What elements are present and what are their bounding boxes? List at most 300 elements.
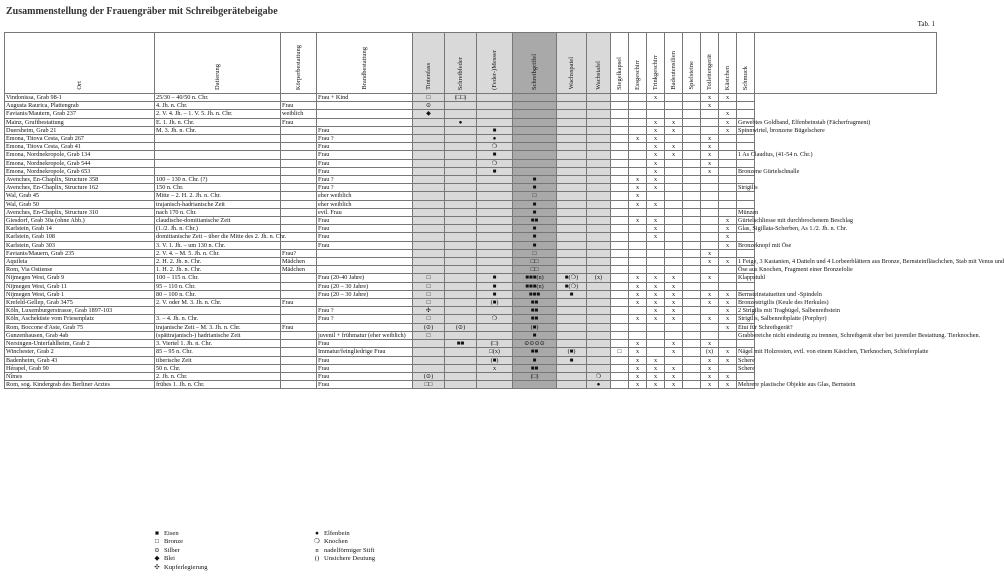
table-row: [5, 323, 937, 331]
site-cell: Köln, Ascheküste vom Friesenplatz: [5, 315, 155, 323]
table-cell: [413, 225, 445, 233]
table-cell: [445, 364, 477, 372]
table-title: Zusammenstellung der Frauengräber mit Schreibgerätebeigabe: [6, 6, 278, 17]
column-header: [701, 33, 719, 94]
table-cell: [683, 331, 701, 339]
table-cell: [281, 225, 317, 233]
legend-item: [150, 564, 208, 572]
table-cell: [647, 258, 665, 266]
table-cell: [719, 192, 737, 200]
table-cell: [281, 340, 317, 348]
table-cell: ■: [513, 208, 557, 216]
table-cell: [587, 192, 611, 200]
table-cell: (⊙): [413, 323, 445, 331]
table-cell: [737, 159, 755, 167]
table-cell: ■: [513, 184, 557, 192]
table-cell: [737, 200, 755, 208]
table-cell: [513, 159, 557, 167]
table-row: [5, 192, 937, 200]
table-row: [5, 299, 937, 307]
table-cell: [587, 135, 611, 143]
table-cell: [587, 118, 611, 126]
table-cell: [587, 176, 611, 184]
site-cell: Rom, Boccone d'Aste, Grab 75: [5, 323, 155, 331]
table-row: [5, 266, 937, 274]
column-header: [281, 33, 317, 94]
table-cell: [683, 184, 701, 192]
table-cell: Strigilis: [738, 184, 758, 192]
table-cell: [665, 258, 683, 266]
table-cell: x: [647, 176, 665, 184]
column-header-label: Badeutensilien: [670, 51, 677, 90]
table-cell: Frau (20 – 30 Jahre): [317, 282, 413, 290]
date-cell: 100 – 130 n. Chr. (?): [155, 176, 281, 184]
column-header-label: (Feder-)Messer: [491, 49, 498, 90]
table-cell: [557, 307, 587, 315]
table-cell: [281, 208, 317, 216]
table-cell: [701, 192, 719, 200]
column-header: [477, 33, 513, 94]
table-cell: [719, 208, 737, 216]
date-cell: E. 1. Jh. n. Chr.: [155, 118, 281, 126]
table-cell: [281, 307, 317, 315]
table-cell: [629, 167, 647, 175]
table-cell: Mädchen: [281, 266, 317, 274]
legend-symbol: ⊙: [154, 546, 160, 554]
table-cell: [683, 135, 701, 143]
table-cell: x: [647, 151, 665, 159]
table-cell: [445, 217, 477, 225]
table-cell: x: [629, 135, 647, 143]
table-cell: [683, 258, 701, 266]
legend-item: [310, 538, 375, 546]
date-cell: 80 – 100 n. Chr.: [155, 290, 281, 298]
table-cell: [477, 94, 513, 102]
table-cell: x: [701, 94, 719, 102]
table-cell: [477, 200, 513, 208]
legend-symbol: □: [155, 538, 159, 546]
table-cell: ■: [513, 356, 557, 364]
table-cell: ■■: [513, 217, 557, 225]
table-cell: [683, 118, 701, 126]
table-cell: [587, 290, 611, 298]
table-cell: ■: [513, 233, 557, 241]
table-cell: [611, 167, 629, 175]
date-cell: [155, 159, 281, 167]
legend-symbol: n: [315, 546, 319, 554]
table-cell: [647, 348, 665, 356]
table-cell: x: [719, 94, 737, 102]
table-cell: [557, 249, 587, 257]
table-cell: x: [629, 364, 647, 372]
table-cell: [281, 315, 317, 323]
table-cell: [587, 110, 611, 118]
table-cell: [587, 233, 611, 241]
site-cell: Krefeld-Gellep, Grab 3475: [5, 299, 155, 307]
table-row: [5, 151, 937, 159]
table-cell: (x): [587, 274, 611, 282]
table-cell: (□□): [445, 94, 477, 102]
date-cell: 150 n. Chr.: [155, 184, 281, 192]
table-cell: ■: [513, 241, 557, 249]
table-cell: x: [647, 126, 665, 134]
site-cell: Emona, Nordnekropole, Grab 653: [5, 167, 155, 175]
table-cell: x: [647, 307, 665, 315]
table-cell: [683, 290, 701, 298]
table-cell: [737, 143, 755, 151]
table-cell: x: [647, 143, 665, 151]
table-cell: [683, 299, 701, 307]
table-cell: [557, 299, 587, 307]
column-header: [445, 33, 477, 94]
table-cell: [281, 241, 317, 249]
table-cell: [719, 282, 737, 290]
table-cell: x: [647, 159, 665, 167]
table-cell: [683, 225, 701, 233]
table-cell: [477, 307, 513, 315]
table-cell: [281, 217, 317, 225]
table-cell: [413, 192, 445, 200]
table-cell: [629, 258, 647, 266]
table-cell: x: [719, 126, 737, 134]
table-cell: [665, 356, 683, 364]
table-cell: [445, 208, 477, 216]
table-cell: [629, 233, 647, 241]
table-cell: [611, 299, 629, 307]
table-cell: Gürtelschliesse mit durchbrochenem Beschlag: [738, 217, 853, 225]
table-cell: [611, 323, 629, 331]
table-row: [5, 176, 937, 184]
legend-item: [310, 555, 375, 563]
table-cell: weiblich: [281, 110, 317, 118]
table-cell: Bronzestrigilis (Keule des Herkules): [738, 299, 829, 307]
table-cell: [477, 249, 513, 257]
table-cell: x: [665, 290, 683, 298]
date-cell: 4. Jh. n. Chr.: [155, 102, 281, 110]
table-cell: [281, 282, 317, 290]
table-cell: (■): [477, 299, 513, 307]
table-cell: [477, 192, 513, 200]
date-cell: 3. Viertel 1. Jh. n. Chr.: [155, 340, 281, 348]
date-cell: [155, 135, 281, 143]
table-cell: [647, 266, 665, 274]
table-cell: [317, 299, 413, 307]
table-cell: [281, 143, 317, 151]
table-cell: [587, 299, 611, 307]
table-cell: x: [665, 143, 683, 151]
table-cell: Frau: [317, 167, 413, 175]
date-cell: 3. – 4. Jh. n. Chr.: [155, 315, 281, 323]
table-cell: [445, 192, 477, 200]
table-cell: x: [665, 381, 683, 389]
legend-symbol: (): [314, 555, 320, 563]
table-cell: □: [413, 94, 445, 102]
table-cell: [629, 241, 647, 249]
table-row: [5, 102, 937, 110]
table-cell: [557, 225, 587, 233]
table-cell: [413, 118, 445, 126]
table-cell: [587, 184, 611, 192]
table-cell: [557, 381, 587, 389]
table-cell: [587, 323, 611, 331]
table-cell: ■(❍): [557, 282, 587, 290]
table-cell: [477, 266, 513, 274]
table-cell: [665, 184, 683, 192]
table-cell: [683, 249, 701, 257]
table-cell: [445, 282, 477, 290]
date-cell: 2. V. oder M. 3. Jh. n. Chr.: [155, 299, 281, 307]
table-cell: □: [413, 299, 445, 307]
legend-item: [150, 530, 208, 538]
table-cell: [587, 315, 611, 323]
table-cell: [477, 176, 513, 184]
table-row: [5, 217, 937, 225]
table-row: [5, 258, 937, 266]
table-cell: (■): [513, 323, 557, 331]
table-cell: Frau: [317, 356, 413, 364]
table-cell: x: [665, 299, 683, 307]
table-cell: [611, 307, 629, 315]
table-row: [5, 331, 937, 339]
table-cell: [513, 167, 557, 175]
table-cell: [477, 102, 513, 110]
date-cell: domitianische Zeit – über die Mitte des 2. Jh. n. Chr.: [156, 233, 287, 241]
table-cell: [317, 118, 413, 126]
table-cell: [445, 381, 477, 389]
table-cell: x: [701, 249, 719, 257]
table-cell: [557, 258, 587, 266]
table-cell: [611, 331, 629, 339]
table-cell: [513, 126, 557, 134]
table-cell: [611, 249, 629, 257]
table-cell: [665, 192, 683, 200]
table-cell: [611, 372, 629, 380]
table-row: [5, 307, 937, 315]
site-cell: Emona, Nordnekropole, Grab 544: [5, 159, 155, 167]
table-cell: [587, 217, 611, 225]
table-cell: x: [719, 307, 737, 315]
table-cell: x: [629, 299, 647, 307]
table-cell: [557, 143, 587, 151]
legend-label: Knochen: [324, 538, 348, 546]
table-cell: [701, 266, 719, 274]
table-cell: x: [701, 364, 719, 372]
date-cell: 100 – 115 n. Chr.: [155, 274, 281, 282]
site-cell: Nijmegen West, Grab 11: [5, 282, 155, 290]
table-cell: [317, 249, 413, 257]
table-cell: Bernsteinstatuetten und -Spindeln: [738, 290, 822, 298]
table-cell: Immatur/feingliedrige Frau: [317, 348, 413, 356]
table-cell: [413, 217, 445, 225]
table-row: [5, 249, 937, 257]
column-header: [557, 33, 587, 94]
legend-label: Unsichere Deutung: [324, 555, 376, 563]
table-cell: [445, 159, 477, 167]
table-cell: [445, 225, 477, 233]
legend-label: Bronze: [164, 538, 184, 546]
table-cell: [281, 356, 317, 364]
table-cell: [701, 241, 719, 249]
table-cell: [587, 126, 611, 134]
legend-label: Blei: [164, 555, 175, 563]
table-cell: [557, 118, 587, 126]
table-cell: [647, 323, 665, 331]
table-row: [5, 143, 937, 151]
table-cell: [665, 266, 683, 274]
table-cell: [587, 241, 611, 249]
table-cell: [719, 200, 737, 208]
table-cell: 2 Strigilis mit Tragbügel, Salbenreibstein: [738, 307, 840, 315]
table-cell: [683, 315, 701, 323]
table-cell: [557, 323, 587, 331]
table-cell: [665, 102, 683, 110]
table-cell: □: [413, 315, 445, 323]
table-cell: x: [701, 102, 719, 110]
table-cell: [513, 102, 557, 110]
table-cell: x: [719, 356, 737, 364]
table-cell: ■: [477, 151, 513, 159]
site-cell: Karlstein, Grab 303: [5, 241, 155, 249]
table-cell: [587, 249, 611, 257]
table-cell: [445, 143, 477, 151]
column-header-label: Schmuck: [742, 65, 749, 90]
column-header: [317, 33, 413, 94]
header-row: [5, 33, 937, 94]
table-cell: □□: [413, 381, 445, 389]
table-cell: x: [665, 307, 683, 315]
table-cell: Frau: [317, 233, 413, 241]
table-cell: [647, 192, 665, 200]
column-header: [719, 33, 737, 94]
table-cell: [611, 381, 629, 389]
site-cell: Hérapel, Grab 90: [5, 364, 155, 372]
table-cell: x: [629, 340, 647, 348]
table-cell: [587, 340, 611, 348]
table-cell: [513, 143, 557, 151]
table-cell: [629, 126, 647, 134]
column-header-label: Körperbestattung: [295, 44, 302, 90]
site-cell: Emona, Nordnekropole, Grab 134: [5, 151, 155, 159]
table-cell: [445, 176, 477, 184]
table-cell: [557, 102, 587, 110]
table-cell: x: [719, 258, 737, 266]
table-cell: [413, 241, 445, 249]
table-cell: [281, 192, 317, 200]
column-header: [755, 33, 937, 94]
table-cell: [557, 94, 587, 102]
table-cell: [683, 102, 701, 110]
table-cell: [647, 249, 665, 257]
site-cell: Rom, Via Ostiense: [5, 266, 155, 274]
table-cell: ◆: [413, 110, 445, 118]
table-cell: [665, 323, 683, 331]
table-cell: x: [629, 200, 647, 208]
table-row: [5, 126, 937, 134]
table-cell: [445, 307, 477, 315]
table-cell: ■: [513, 331, 557, 339]
table-cell: [445, 372, 477, 380]
table-cell: [683, 274, 701, 282]
table-cell: [629, 151, 647, 159]
table-row: [5, 118, 937, 126]
table-cell: evtl. Frau: [317, 208, 413, 216]
table-cell: [629, 331, 647, 339]
table-cell: □: [513, 192, 557, 200]
table-row: [5, 372, 937, 380]
site-cell: Winchester, Grab 2: [5, 348, 155, 356]
table-cell: [611, 340, 629, 348]
table-cell: [611, 126, 629, 134]
table-cell: 1 Feige, 3 Kastanien, 4 Datteln und 4 Lorbeerblättern aus Bronze, Bernsteinfläschchen, Stab mit Venus und: [738, 258, 1004, 266]
table-cell: Frau?: [281, 249, 317, 257]
site-cell: Vindonissa, Grab 98-1: [5, 94, 155, 102]
table-cell: [513, 118, 557, 126]
table-cell: [701, 307, 719, 315]
table-row: [5, 348, 937, 356]
table-cell: □: [413, 282, 445, 290]
table-cell: [317, 266, 413, 274]
table-cell: ❍: [477, 159, 513, 167]
table-cell: [611, 192, 629, 200]
table-cell: [719, 167, 737, 175]
table-cell: [281, 290, 317, 298]
table-cell: [477, 258, 513, 266]
table-cell: □□: [513, 266, 557, 274]
table-cell: [281, 274, 317, 282]
table-cell: Frau: [281, 102, 317, 110]
table-cell: [317, 258, 413, 266]
table-cell: [683, 192, 701, 200]
table-cell: x: [719, 110, 737, 118]
table-cell: x: [629, 274, 647, 282]
table-cell: [557, 340, 587, 348]
table-cell: [445, 258, 477, 266]
table-cell: Klappstuhl: [738, 274, 766, 282]
table-cell: x: [647, 200, 665, 208]
table-cell: [683, 282, 701, 290]
table-cell: □: [413, 331, 445, 339]
table-cell: [281, 372, 317, 380]
table-cell: [587, 151, 611, 159]
table-cell: [281, 381, 317, 389]
table-cell: [719, 274, 737, 282]
table-cell: 1 As Claudius, (41-54 n. Chr.): [738, 151, 813, 159]
table-cell: [445, 348, 477, 356]
table-cell: [281, 364, 317, 372]
table-cell: [683, 372, 701, 380]
column-header: [737, 33, 755, 94]
table-cell: [445, 200, 477, 208]
table-cell: [557, 364, 587, 372]
table-cell: [281, 176, 317, 184]
column-header: [629, 33, 647, 94]
table-cell: [317, 323, 413, 331]
table-cell: ■: [477, 167, 513, 175]
table-cell: x: [629, 372, 647, 380]
table-cell: ■■: [445, 340, 477, 348]
table-cell: [281, 167, 317, 175]
table-cell: x: [719, 225, 737, 233]
date-cell: frühes 1. Jh. n. Chr.: [155, 381, 281, 389]
site-cell: Köln, Luxemburgerstrasse, Grab 1897-103: [5, 307, 155, 315]
column-header-label: Toilettengerät: [706, 53, 713, 90]
table-cell: ■: [513, 176, 557, 184]
table-cell: [611, 102, 629, 110]
date-cell: 85 – 95 n. Chr.: [155, 348, 281, 356]
table-cell: [683, 364, 701, 372]
table-row: [5, 167, 937, 175]
table-cell: [647, 241, 665, 249]
